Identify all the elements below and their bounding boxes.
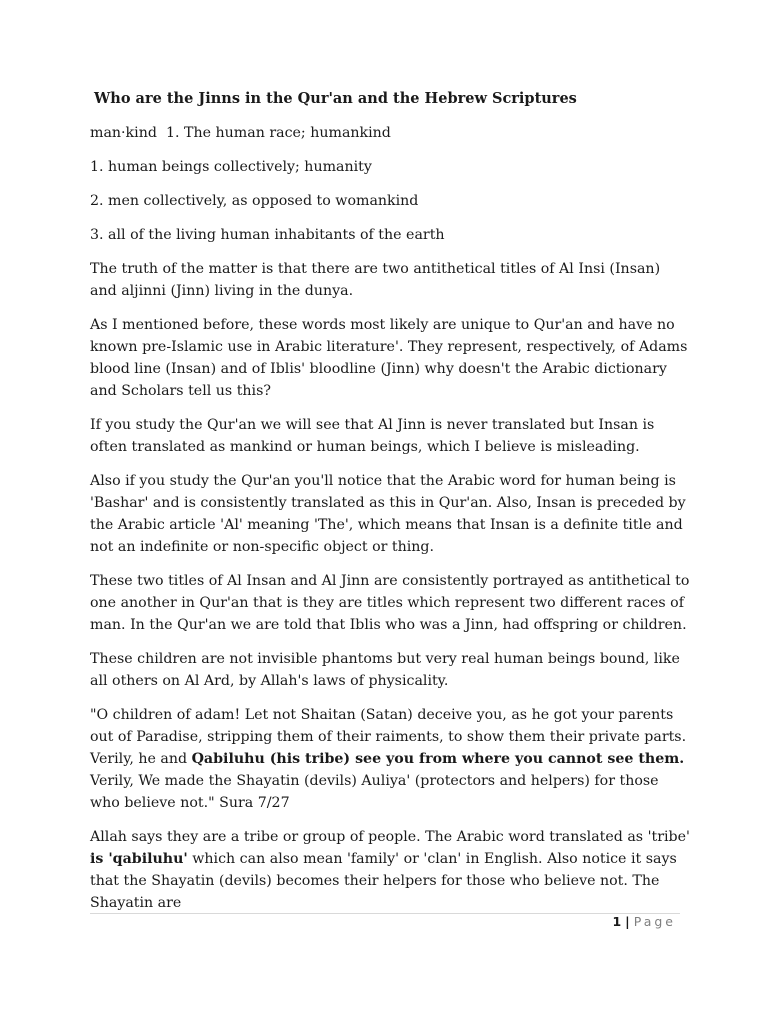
definition-first: 1. The human race; humankind — [165, 125, 391, 141]
quote-emphasis: Qabiluhu (his tribe) see you from where you cannot see them. — [191, 751, 685, 767]
page-label: Page — [633, 914, 676, 929]
paragraph: As I mentioned before, these words most likely are unique to Qur'an and have no known pre-Islamic use in Arabic literature'. They represent, respectively, of Adams blood line (Insan) and of Iblis' bloodline (Jinn) why doesn't the Arabic dictionary and Scholars tell us this? — [90, 317, 688, 399]
footer-divider — [90, 913, 680, 914]
document-body — [90, 90, 690, 926]
definition-headword: man·kind — [90, 125, 157, 141]
page-number: 1 — [612, 914, 622, 929]
quote-paragraph — [90, 704, 690, 814]
definition-item: 3. all of the living human inhabitants of the earth — [90, 227, 445, 243]
paragraph-text: which can also mean 'family' or 'clan' in English. Also notice it says that the Shayatin (devils) becomes their helpers for those who believe not. The Shayatin are — [90, 851, 677, 911]
definition-item: 2. men collectively, as opposed to womankind — [90, 193, 419, 209]
paragraph: If you study the Qur'an we will see that Al Jinn is never translated but Insan is often translated as mankind or human beings, which I believe is misleading. — [90, 417, 655, 455]
page-footer — [612, 914, 676, 929]
paragraph-emphasis: is 'qabiluhu' — [90, 851, 188, 867]
paragraph-text: Allah says they are a tribe or group of people. The Arabic word translated as 'tribe' — [90, 829, 690, 845]
quote-text: "O children of adam! Let not Shaitan (Satan) deceive you, as he got your parents out of Paradise, stripping them of their raiments, to show them their private parts. Verily, he and — [90, 707, 687, 767]
footer-separator: | — [625, 914, 630, 929]
paragraph: These children are not invisible phantoms but very real human beings bound, like all others on Al Ard, by Allah's laws of physicality. — [90, 651, 680, 689]
paragraph: The truth of the matter is that there are two antithetical titles of Al Insi (Insan) and aljinni (Jinn) living in the dunya. — [90, 261, 661, 299]
definition-line — [90, 122, 690, 144]
document-title: Who are the Jinns in the Qur'an and the Hebrew Scriptures — [94, 90, 577, 107]
definition-item: 1. human beings collectively; humanity — [90, 159, 372, 175]
paragraph — [90, 826, 690, 914]
paragraph: Also if you study the Qur'an you'll notice that the Arabic word for human being is 'Bashar' and is consistently translated as this in Qur'an. Also, Insan is preceded by the Arabic article 'Al' meaning 'The', which means that Insan is a definite title and not an indefinite or non-specific object or thing. — [90, 473, 686, 555]
quote-text: Verily, We made the Shayatin (devils) Auliya' (protectors and helpers) for those who believe not." Sura 7/27 — [90, 773, 659, 811]
paragraph: These two titles of Al Insan and Al Jinn are consistently portrayed as antithetical to one another in Qur'an that is they are titles which represent two different races of man. In the Qur'an we are told that Iblis who was a Jinn, had offspring or children. — [90, 573, 690, 633]
